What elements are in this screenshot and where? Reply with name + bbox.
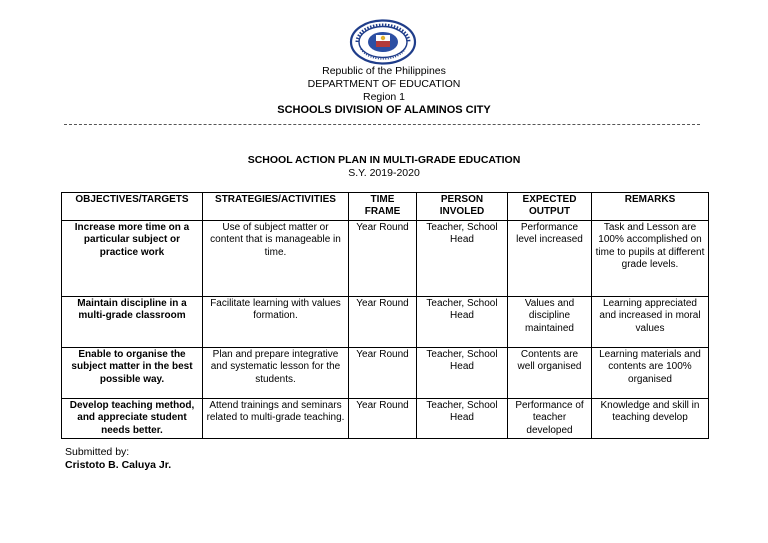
table-header-row [62,193,709,221]
objective-cell: Develop teaching method, and appreciate student needs better. [62,398,203,438]
document-title-block [0,154,768,180]
document-title: SCHOOL ACTION PLAN IN MULTI-GRADE EDUCATION [247,154,521,166]
output-cell: Values and discipline maintained [508,296,592,347]
division-name: SCHOOLS DIVISION OF ALAMINOS CITY [277,104,491,116]
strategy-cell: Plan and prepare integrative and systematic lesson for the students. [203,347,349,398]
school-year: S.Y. 2019-2020 [348,167,420,179]
remarks-cell: Learning appreciated and increased in moral values [592,296,709,347]
person-cell: Teacher, School Head [417,220,508,296]
strategy-cell: Attend trainings and seminars related to multi-grade teaching. [203,398,349,438]
time-frame-cell: Year Round [349,220,417,296]
header-time-frame: TIME FRAME [349,193,417,221]
header-remarks: REMARKS [592,193,709,221]
output-cell: Performance level increased [508,220,592,296]
strategy-cell: Use of subject matter or content that is manageable in time. [203,220,349,296]
header-expected-output: EXPECTED OUTPUT [508,193,592,221]
table-row [62,347,709,398]
region-line: Region 1 [362,91,406,103]
table-row [62,398,709,438]
header-divider [64,124,700,125]
time-frame-cell: Year Round [349,347,417,398]
department-line: DEPARTMENT OF EDUCATION [307,78,461,90]
person-cell: Teacher, School Head [417,296,508,347]
header-objectives: OBJECTIVES/TARGETS [62,193,203,221]
objective-cell: Enable to organise the subject matter in the best possible way. [62,347,203,398]
output-cell: Performance of teacher developed [508,398,592,438]
submitted-by-label: Submitted by: [65,446,130,458]
remarks-cell: Learning materials and contents are 100% organised [592,347,709,398]
republic-line: Republic of the Philippines [322,65,446,77]
deped-seal-icon [349,19,417,65]
header-strategies: STRATEGIES/ACTIVITIES [203,193,349,221]
remarks-cell: Task and Lesson are 100% accomplished on time to pupils at different grade levels. [592,220,709,296]
output-cell: Contents are well organised [508,347,592,398]
objective-cell: Maintain discipline in a multi-grade classroom [62,296,203,347]
objective-cell: Increase more time on a particular subject or practice work [62,220,203,296]
submitter-name: Cristoto B. Caluya Jr. [65,459,172,471]
header-person-involved: PERSON INVOLED [417,193,508,221]
letterhead [0,65,768,117]
person-cell: Teacher, School Head [417,398,508,438]
time-frame-cell: Year Round [349,296,417,347]
time-frame-cell: Year Round [349,398,417,438]
action-plan-table [61,192,709,439]
person-cell: Teacher, School Head [417,347,508,398]
remarks-cell: Knowledge and skill in teaching develop [592,398,709,438]
strategy-cell: Facilitate learning with values formation. [203,296,349,347]
table-row [62,220,709,296]
table-row [62,296,709,347]
submitted-by-block [65,446,171,472]
